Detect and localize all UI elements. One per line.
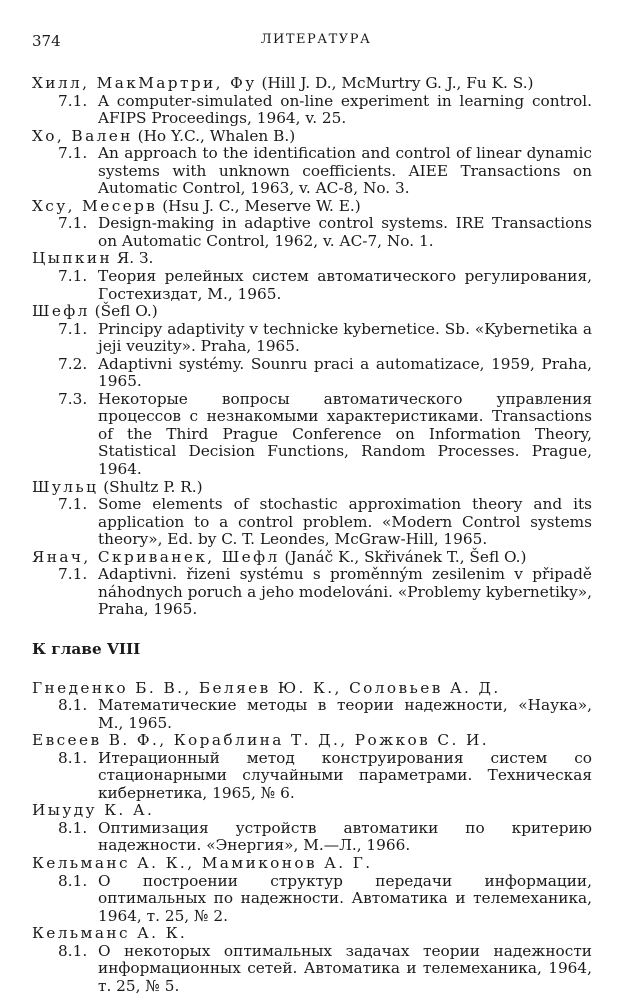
author-name: Кельманс А. К. xyxy=(32,924,187,942)
reference-item xyxy=(58,820,592,855)
bibliography-section-chapter-8 xyxy=(32,680,592,995)
bibliography-entry xyxy=(32,198,592,251)
author-name: Цыпкин xyxy=(32,249,112,267)
reference-item xyxy=(58,268,592,303)
entry-author xyxy=(32,549,592,567)
reference-item xyxy=(58,750,592,803)
reference-number: 8.1. xyxy=(58,697,98,732)
reference-text: Principy adaptivity v technicke kybernetice. Sb. «Kybernetika a jeji veuzity». Praha, 1965. xyxy=(98,321,592,356)
reference-item xyxy=(58,215,592,250)
author-name: Шульц xyxy=(32,478,98,496)
reference-item xyxy=(58,356,592,391)
entry-author xyxy=(32,198,592,216)
reference-text: Adaptivni systémy. Sounru praci a automatizace, 1959, Praha, 1965. xyxy=(98,356,592,391)
reference-number: 8.1. xyxy=(58,750,98,803)
bibliography-entry xyxy=(32,479,592,549)
bibliography-entry xyxy=(32,855,592,925)
reference-number: 8.1. xyxy=(58,820,98,855)
bibliography-entry xyxy=(32,75,592,128)
reference-text: An approach to the identification and control of linear dynamic systems with unknown coefficients. AIEE Transactions on Automatic Control, 1963, v. AC-8, No. 3. xyxy=(98,145,592,198)
entry-author xyxy=(32,855,592,873)
bibliography-entry xyxy=(32,128,592,198)
author-details: (Janáč K., Skřivánek T., Šefl O.) xyxy=(280,548,527,566)
reference-text: О построении структур передачи информации, оптимальных по надежности. Автоматика и телемеханика, 1964, т. 25, № 2. xyxy=(98,873,592,926)
reference-text: Some elements of stochastic approximation theory and its application to a control problem. «Modern Control systems theory», Ed. by C. T. Leondes, McGraw-Hill, 1965. xyxy=(98,496,592,549)
author-name: Хсу, Месерв xyxy=(32,197,157,215)
reference-item xyxy=(58,93,592,128)
bibliography-entry xyxy=(32,732,592,802)
reference-number: 7.1. xyxy=(58,496,98,549)
page-header xyxy=(0,26,632,56)
reference-item xyxy=(58,566,592,619)
reference-number: 8.1. xyxy=(58,873,98,926)
author-details: (Hsu J. C., Meserve W. E.) xyxy=(157,197,360,215)
author-details: (Šefl O.) xyxy=(90,302,158,320)
entry-author xyxy=(32,75,592,93)
reference-text: A computer-simulated on-line experiment in learning control. AFIPS Proceedings, 1964, v. 25. xyxy=(98,93,592,128)
bibliography-entry xyxy=(32,303,592,478)
bibliography-entry xyxy=(32,549,592,619)
reference-item xyxy=(58,697,592,732)
page-number: 374 xyxy=(32,32,61,50)
entry-author xyxy=(32,680,592,698)
reference-number: 7.1. xyxy=(58,93,98,128)
entry-author xyxy=(32,925,592,943)
bibliography xyxy=(32,75,592,995)
reference-item xyxy=(58,873,592,926)
entry-author xyxy=(32,802,592,820)
reference-text: Adaptivni. řizeni systému s proměnným zesilenim v připadě náhodnych poruch a jeho modelováni. «Problemy kybernetiky», Praha, 1965. xyxy=(98,566,592,619)
reference-number: 8.1. xyxy=(58,943,98,995)
author-name: Хо, Вален xyxy=(32,127,133,145)
author-name: Евсеев В. Ф., Кораблина Т. Д., Рожков С. И. xyxy=(32,731,489,749)
reference-text: Теория релейных систем автоматического регулирования, Гостехиздат, М., 1965. xyxy=(98,268,592,303)
reference-number: 7.3. xyxy=(58,391,98,479)
entry-author xyxy=(32,250,592,268)
bibliography-entry xyxy=(32,925,592,995)
reference-item xyxy=(58,145,592,198)
bibliography-entry xyxy=(32,802,592,855)
reference-item xyxy=(58,391,592,479)
reference-text: Математические методы в теории надежности, «Наука», М., 1965. xyxy=(98,697,592,732)
reference-text: Design-making in adaptive control systems. IRE Transactions on Automatic Control, 1962, v. AC-7, No. 1. xyxy=(98,215,592,250)
reference-number: 7.1. xyxy=(58,321,98,356)
author-details: Я. З. xyxy=(112,249,153,267)
reference-item xyxy=(58,496,592,549)
author-name: Иыуду К. А. xyxy=(32,801,154,819)
author-name: Хилл, МакМартри, Фу xyxy=(32,74,257,92)
author-name: Гнеденко Б. В., Беляев Ю. К., Соловьев А. Д. xyxy=(32,679,501,697)
author-details: (Ho Y.C., Whalen B.) xyxy=(133,127,295,145)
reference-number: 7.1. xyxy=(58,215,98,250)
author-name: Шефл xyxy=(32,302,90,320)
reference-number: 7.2. xyxy=(58,356,98,391)
bibliography-entry xyxy=(32,680,592,733)
section-title: К главе VIII xyxy=(32,641,592,659)
reference-text: Итерационный метод конструирования систем со стационарными случайными параметрами. Техническая кибернетика, 1965, № 6. xyxy=(98,750,592,803)
entry-author xyxy=(32,479,592,497)
reference-text: Оптимизация устройств автоматики по критерию надежности. «Энергия», М.—Л., 1966. xyxy=(98,820,592,855)
reference-number: 7.1. xyxy=(58,145,98,198)
reference-item xyxy=(58,943,592,995)
reference-number: 7.1. xyxy=(58,566,98,619)
running-title: ЛИТЕРАТУРА xyxy=(0,32,632,47)
bibliography-section-chapter-7 xyxy=(32,75,592,619)
reference-text: О некоторых оптимальных задачах теории надежности информационных сетей. Автоматика и телемеханика, 1964, т. 25, № 5. xyxy=(98,943,592,995)
entry-author xyxy=(32,303,592,321)
reference-text: Некоторые вопросы автоматического управления процессов с незнакомыми характеристиками. Transactions of the Third Prague Conference on Information Theory, Statistical Decision Functions, Random Processes. Prague, 1964. xyxy=(98,391,592,479)
entry-author xyxy=(32,732,592,750)
author-details: (Hill J. D., McMurtry G. J., Fu K. S.) xyxy=(257,74,534,92)
author-name: Янач, Скриванек, Шефл xyxy=(32,548,280,566)
bibliography-entry xyxy=(32,250,592,303)
author-details: (Shultz P. R.) xyxy=(98,478,202,496)
reference-item xyxy=(58,321,592,356)
reference-number: 7.1. xyxy=(58,268,98,303)
entry-author xyxy=(32,128,592,146)
author-name: Кельманс А. К., Мамиконов А. Г. xyxy=(32,854,373,872)
